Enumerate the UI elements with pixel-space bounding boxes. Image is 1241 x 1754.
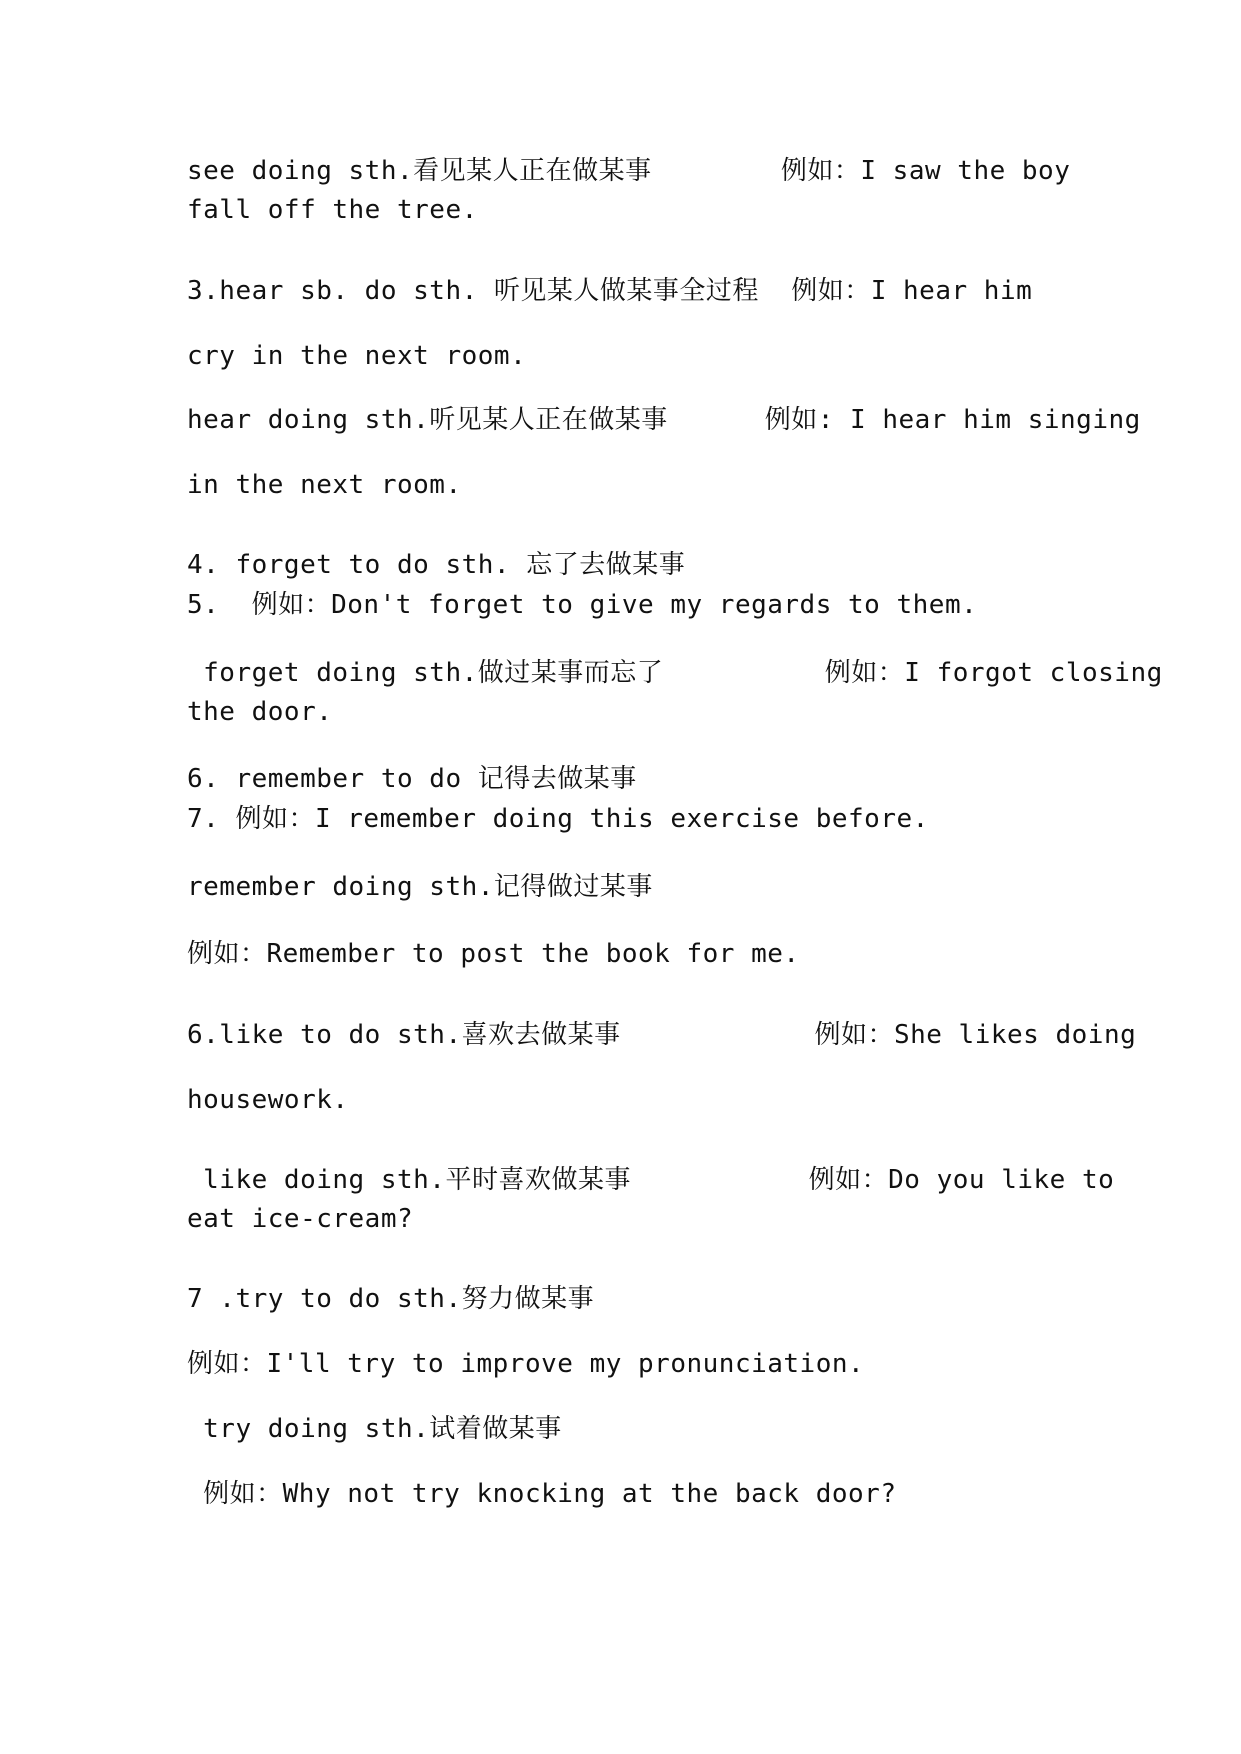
text-line: 5. 例如：Don't forget to give my regards to them. [187, 590, 978, 620]
text-line: 3.hear sb. do sth. 听见某人做某事全过程 例如：I hear him [187, 276, 1033, 306]
text-line: hear doing sth.听见某人正在做某事 例如: I hear him singing [187, 405, 1141, 435]
text-line: eat ice-cream? [187, 1204, 414, 1234]
text-line: 例如：I'll try to improve my pronunciation. [187, 1349, 865, 1379]
text-line: like doing sth.平时喜欢做某事 例如：Do you like to [187, 1165, 1115, 1195]
text-line: 例如：Why not try knocking at the back door? [187, 1479, 897, 1509]
text-line: in the next room. [187, 470, 462, 500]
text-line: 4. forget to do sth. 忘了去做某事 [187, 550, 686, 580]
text-line: housework. [187, 1085, 349, 1115]
text-line: 例如：Remember to post the book for me. [187, 939, 800, 969]
text-line: 6.like to do sth.喜欢去做某事 例如：She likes doing [187, 1020, 1137, 1050]
text-line: the door. [187, 697, 333, 727]
text-line: cry in the next room. [187, 341, 527, 371]
text-line: try doing sth.试着做某事 [187, 1414, 562, 1444]
text-line: fall off the tree. [187, 195, 478, 225]
text-line: see doing sth.看见某人正在做某事 例如：I saw the boy [187, 156, 1071, 186]
text-line: 7. 例如：I remember doing this exercise before. [187, 804, 929, 834]
text-line: remember doing sth.记得做过某事 [187, 872, 653, 902]
text-line: 7 .try to do sth.努力做某事 [187, 1284, 595, 1314]
text-line: forget doing sth.做过某事而忘了 例如：I forgot closing [187, 658, 1163, 688]
text-line: 6. remember to do 记得去做某事 [187, 764, 637, 794]
